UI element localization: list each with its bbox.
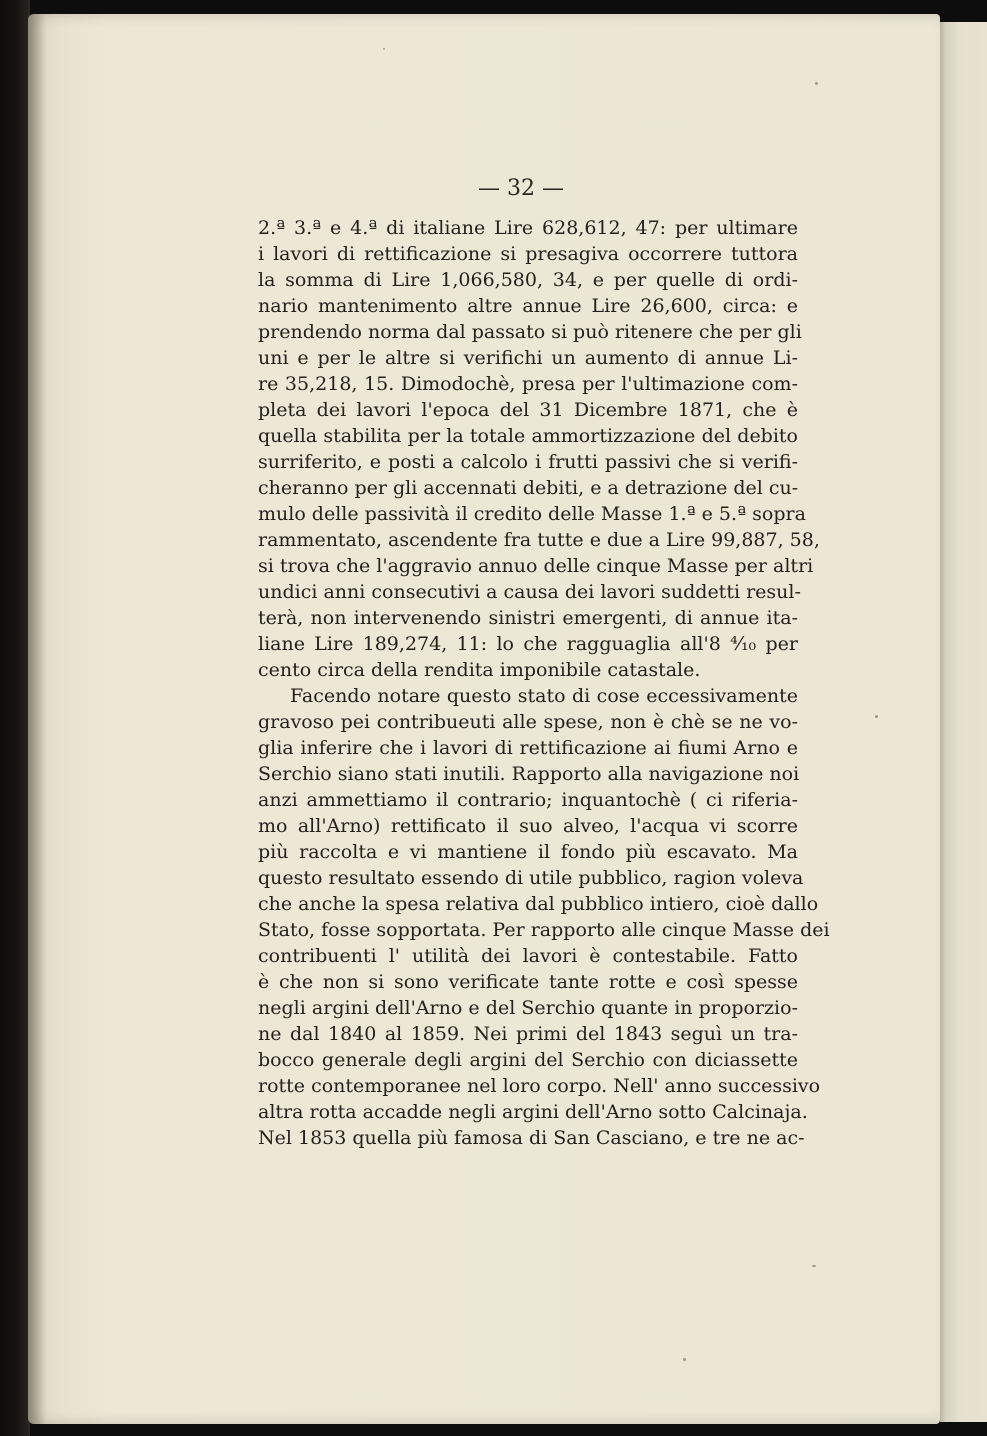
text-line: glia inferire che i lavori di rettificazione ai fiumi Arno e [258, 737, 798, 759]
text-line: 2.ª 3.ª e 4.ª di italiane Lire 628,612, 47: per ultimare [258, 217, 798, 239]
text-line: mulo delle passività il credito delle Masse 1.ª e 5.ª sopra [258, 503, 806, 525]
paper-speck [683, 1358, 686, 1361]
text-line: che anche la spesa relativa dal pubblico intiero, cioè dallo [258, 893, 819, 915]
binding-edge [0, 0, 30, 1436]
text-line: rammentato, ascendente fra tutte e due a Lire 99,887, 58, [258, 529, 820, 551]
text-line: bocco generale degli argini del Serchio con diciassette [258, 1049, 798, 1071]
text-line: altra rotta accadde negli argini dell'Arno sotto Calcinaja. [258, 1101, 808, 1123]
text-line: è che non si sono verificate tante rotte e così spesse [258, 971, 798, 993]
gutter-shadow [28, 14, 46, 1424]
text-line: liane Lire 189,274, 11: lo che ragguaglia all'8 ⁴⁄₁₀ per [258, 633, 798, 655]
text-line: questo resultato essendo di utile pubblico, ragion voleva [258, 867, 804, 889]
text-line: undici anni consecutivi a causa dei lavori suddetti resul- [258, 581, 801, 603]
text-line: contribuenti l' utilità dei lavori è contestabile. Fatto [258, 945, 798, 967]
text-line: negli argini dell'Arno e del Serchio quante in proporzio- [258, 997, 798, 1019]
paragraph-first-line: Facendo notare questo stato di cose eccessivamente [290, 685, 798, 707]
text-line: la somma di Lire 1,066,580, 34, e per quelle di ordi- [258, 269, 798, 291]
text-line: Serchio siano stati inutili. Rapporto alla navigazione noi [258, 763, 800, 785]
text-line: anzi ammettiamo il contrario; inquantochè ( ci riferia- [258, 789, 798, 811]
text-line: re 35,218, 15. Dimodochè, presa per l'ultimazione com- [258, 373, 798, 395]
text-line: Stato, fosse sopportata. Per rapporto alle cinque Masse dei [258, 919, 830, 941]
text-line: gravoso pei contribueuti alle spese, non è chè se ne vo- [258, 711, 798, 733]
paper-speck [383, 48, 385, 50]
text-line: uni e per le altre si verifichi un aumento di annue Li- [258, 347, 798, 369]
text-line: si trova che l'aggravio annuo delle cinque Masse per altri [258, 555, 814, 577]
text-line: quella stabilita per la totale ammortizzazione del debito [258, 425, 798, 447]
facing-page-edge [940, 22, 987, 1422]
text-line: più raccolta e vi mantiene il fondo più escavato. Ma [258, 841, 798, 863]
page-number: — 32 — [478, 176, 564, 201]
text-line: Nel 1853 quella più famosa di San Casciano, e tre ne ac- [258, 1127, 805, 1149]
text-line: cento circa della rendita imponibile catastale. [258, 659, 701, 681]
text-line: surriferito, e posti a calcolo i frutti passivi che si verifi- [258, 451, 798, 473]
text-line: prendendo norma dal passato si può ritenere che per gli [258, 321, 802, 343]
paper-speck [812, 1265, 816, 1267]
paper-speck [815, 82, 818, 85]
text-line: mo all'Arno) rettificato il suo alveo, l'acqua vi scorre [258, 815, 798, 837]
text-line: nario mantenimento altre annue Lire 26,600, circa: e [258, 295, 798, 317]
text-line: i lavori di rettificazione si presagiva occorrere tuttora [258, 243, 798, 265]
text-line: cheranno per gli accennati debiti, e a detrazione del cu- [258, 477, 799, 499]
text-line: ne dal 1840 al 1859. Nei primi del 1843 seguì un tra- [258, 1023, 798, 1045]
text-line: terà, non intervenendo sinistri emergenti, di annue ita- [258, 607, 798, 629]
paper-speck [875, 715, 878, 718]
text-line: pleta dei lavori l'epoca del 31 Dicembre 1871, che è [258, 399, 798, 421]
text-line: rotte contemporanee nel loro corpo. Nell' anno successivo [258, 1075, 821, 1097]
